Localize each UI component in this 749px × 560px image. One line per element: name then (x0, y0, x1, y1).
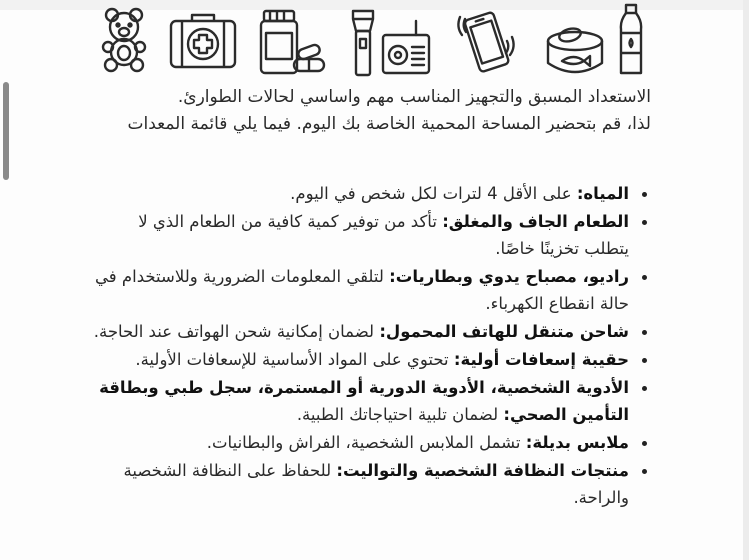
item-title: ملابس بديلة: (525, 433, 629, 452)
intro-paragraph (91, 84, 651, 138)
item-title: حقيبة إسعافات أولية: (453, 350, 629, 369)
item-title: شاحن متنقل للهاتف المحمول: (379, 322, 629, 341)
icon-strip (96, 5, 656, 77)
item-text: تأكد من توفير كمية كافية من الطعام الذي لا يتطلب تخزينًا خاصًا. (138, 212, 629, 258)
list-item (91, 429, 651, 456)
first-aid-kit-icon (168, 11, 238, 71)
equipment-list (91, 180, 651, 512)
scrollbar[interactable] (3, 82, 9, 180)
item-text: تشمل الملابس الشخصية، الفراش والبطانيات. (206, 433, 521, 452)
list-item (91, 346, 651, 373)
item-text: تحتوي على المواد الأساسية للإسعافات الأولية. (135, 350, 449, 369)
item-text: للحفاظ على النظافة الشخصية والراحة. (123, 461, 629, 507)
list-item (91, 208, 651, 262)
intro-line-1: الاستعداد المسبق والتجهيز المناسب مهم واساسي لحالات الطوارئ. (177, 87, 651, 107)
list-item (91, 180, 651, 207)
item-title: منتجات النظافة الشخصية والتواليت: (336, 461, 629, 480)
item-text: على الأقل 4 لترات لكل شخص في اليوم. (290, 184, 572, 203)
item-text: لضمان إمكانية شحن الهواتف عند الحاجة. (93, 322, 375, 341)
list-item (91, 263, 651, 317)
item-title: الطعام الجاف والمغلق: (442, 212, 629, 231)
teddy-bear-icon (96, 5, 152, 73)
page-edge (743, 0, 749, 560)
intro-line-2: لذا، قم بتحضير المساحة المحمية الخاصة بك اليوم. فيما يلي قائمة المعدات (127, 114, 651, 134)
list-item (91, 318, 651, 345)
flashlight-icon (350, 9, 376, 77)
item-text: لتلقي المعلومات الضرورية وللاستخدام في حالة انقطاع الكهرباء. (95, 267, 629, 313)
canned-food-icon (544, 19, 606, 75)
item-title: راديو، مصباح يدوي وبطاريات: (389, 267, 629, 286)
mobile-phone-icon (454, 7, 520, 75)
list-item (91, 457, 651, 511)
medicine-icon (258, 9, 328, 77)
item-text: لضمان تلبية احتياجاتك الطبية. (296, 405, 499, 424)
list-item (91, 374, 651, 428)
radio-icon (380, 19, 432, 75)
item-title: المياه: (576, 184, 629, 203)
water-bottle-icon (616, 3, 646, 77)
item-title: الأدوية الشخصية، الأدوية الدورية أو المستمرة، سجل طبي وبطاقة التأمين الصحي: (99, 378, 629, 424)
